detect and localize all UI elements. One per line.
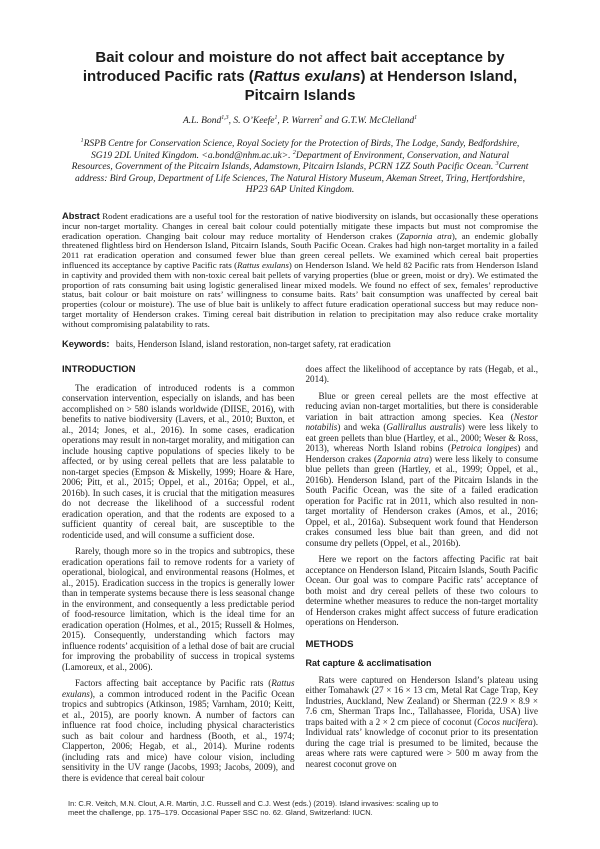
keywords-label: Keywords: [62, 338, 110, 349]
methods-paragraph-1: Rats were captured on Henderson Island’s plateau using either Tomahawk (27 × 16 × 13 cm, Metal Rat Cage Trap, Key Industries, Auckland, New Zealand) or Sherman (22.9 × 8.9 × 7.6 cm, Sherman Traps Inc., Tallahassee, Florida, USA) live traps baited with a 2 × 2 cm piece of coconut (Cocos nucifera). Individual rats’ knowledge of coconut prior to its presentation during the cage trial is presumed to be limited, because the areas where rats were captured were > 500 m away from the nearest coconut grove on [305, 674, 538, 769]
abstract [62, 212, 538, 330]
column-left [62, 364, 295, 790]
two-column-body [62, 364, 538, 790]
abstract-text: Rodent eradications are a useful tool for the restoration of native biodiversity on islands, but occasionally these operations incur non-target mortality. Changes in cereal bait colour could potentially mitigate these impacts but must not compromise the eradication operation. Changing bait colour may reduce mortality of Henderson crakes (Zapornia atra), an endemic globally threatened flightless bird on Henderson Island, Pitcairn Islands, South Pacific Ocean. Crakes had high non-target mortality in a failed 2011 rat eradication operation and consumed fewer blue than green cereal pellets. We examined which cereal bait properties influenced its acceptance by captive Pacific rats (Rattus exulans) on Henderson Island. We held 82 Pacific rats from Henderson Island in captivity and provided them with non-toxic cereal bait pellets of varying properties (blue or green, moist or dry). We estimated the proportion of rats consuming bait using logistic generalised linear mixed models. We found no effect of sex, females’ reproductive status, bait colour or bait moisture on rats’ willingness to consume baits. Rats’ bait consumption was unaffected by cereal bait properties (colour or moisture). The use of blue bait is unlikely to affect future eradication operational success but may reduce non-target mortality of Henderson crakes. Timing cereal bait distribution in relation to precipitation may also reduce crake mortality without compromising palatability to rats. [62, 210, 539, 329]
keywords-text: baits, Henderson Island, island restoration, non-target safety, rat eradication [115, 338, 391, 349]
intro-paragraph-4: Blue or green cereal pellets are the most effective at reducing avian non-target mortalities, but there is considerable variation in bait attraction among species. Kea (Nestor notabilis) and weka (Gallirallus australis) were less likely to eat green pellets than blue (Hartley, et al., 2000; Weser & Ross, 2013), whereas North Island robins (Petroica longipes) and Henderson crakes (Zapornia atra) were less likely to consume blue pellets than green (Hartley, et al., 1999; Oppel, et al., 2016b). Henderson Island, part of the Pitcairn Islands in the South Pacific Ocean, was the site of a failed eradication operation for Pacific rat in 2011, which also resulted in non-target mortality of Henderson crakes (Amos, et al., 2016; Oppel, et al., 2016a). Subsequent work found that Henderson crakes consumed less blue bait than green, and did not consume dry pellets (Oppel, et al., 2016b). [305, 390, 539, 548]
page-title: Bait colour and moisture do not affect bait acceptance by introduced Pacific rats (Rattus exulans) at Henderson Island, Pitcairn Islands [82, 49, 518, 104]
affiliations: $^1$RSPB Centre for Conservation Science, Royal Society for the Protection of Birds, The Lodge, Sandy, Bedfordshire, SG19 2DL United Kingdom. <a.bond@nhm.ac.uk>. $^2$Department of Environment, Conservation, and Natural Resources, Government of the Pitcairn Islands, Adamstown, Pitcairn Islands, PCRN 1ZZ South Pacific Ocean. $^3$Current address: Bird Group, Department of Life Sciences, The Natural History Museum, Akeman Street, Tring, Hertfordshire, HP23 6AP United Kingdom. [71, 137, 529, 196]
intro-paragraph-2: Rarely, though more so in the tropics and subtropics, these eradication operations fail to remove rodents for a variety of operational, biological, and environmental reasons (Holmes, et al., 2015). Eradication success in the tropics is generally lower than in temperate systems because there is less seasonal change in the environment, and consequently a less predictable period of food-resource limitation, which is the ideal time for an eradication operation (Holmes, et al., 2015; Russell & Holmes, 2015). Consequently, understanding which factors may influence rodents’ acquisition of a lethal dose of bait are crucial for improving the probability of success in tropical systems (Lamoreux, et al., 2006). [62, 546, 295, 672]
section-heading-methods: METHODS [305, 638, 354, 650]
intro-paragraph-3: Factors affecting bait acceptance by Pacific rats (Rattus exulans), a common introduced rodent in the Pacific Ocean tropics and subtropics (Atkinson, 1985; Varnham, 2010; Keitt, et al., 2015), are poorly known. A number of factors can influence rat food choice, including physical characteristics such as bait colour and hardness (Booth, et al., 1974; Clapperton, 2006; Hegab, et al., 2014). Murine rodents (including rats and mice) have colour vision, including sensitivity in the UV range (Jacobs, 1993; Jacobs, 2009), and there is evidence that cereal bait colour [62, 678, 295, 783]
section-heading-introduction: INTRODUCTION [62, 363, 136, 375]
keywords-line [62, 339, 538, 349]
abstract-label: Abstract [62, 210, 100, 221]
subsection-heading-rat-capture: Rat capture & acclimatisation [305, 657, 432, 668]
intro-paragraph-5: Here we report on the factors affecting Pacific rat bait acceptance on Henderson Island, Pitcairn Islands, South Pacific Ocean. Our goal was to compare Pacific rats’ acceptance of both moist and dry cereal pellets of these two colours to determine whether measures to reduce the non-target mortality of Henderson crakes might affect success of future eradication operations on Henderson. [305, 554, 538, 628]
byline-authors: A.L. Bond$^{1,3}$, S. O’Keefe$^1$, P. Warren$^2$ and G.T.W. McClelland$^1$ [182, 114, 418, 126]
intro-paragraph-1: The eradication of introduced rodents is a common conservation intervention, especially on islands, and has been accomplished on > 580 islands worldwide (DIISE, 2016), with benefits to native biodiversity (Lavers, et al., 2010; Buxton, et al., 2014; Jones, et al., 2016). In some cases, eradication operations may result in non-target morality, and mitigation can include housing captive populations of species likely to be affected, or by using cereal pellets that are less palatable to non-target species (Empson & Miskelly, 1999; Hoare & Hare, 2006; Pitt, et al., 2015; Oppel, et al., 2016a; Oppel, et al., 2016b). In such cases, it is crucial that the mitigation measures do not decrease the likelihood of a successful rodent eradication operation, and that the rodents are exposed to a sufficient quantity of cereal bait, are susceptible to the rodenticide used, and will consume a sufficient dose. [62, 382, 295, 540]
intro-paragraph-3-continued: does affect the likelihood of acceptance by rats (Hegab, et al., 2014). [305, 363, 538, 385]
footer-citation: In: C.R. Veitch, M.N. Clout, A.R. Martin, J.C. Russell and C.J. West (eds.) (2019). Island invasives: scaling up to meet the challenge, pp. 175–179. Occasional Paper SSC no. 62. Gland, Switzerland: IUCN. [68, 799, 439, 818]
column-right [306, 364, 539, 790]
